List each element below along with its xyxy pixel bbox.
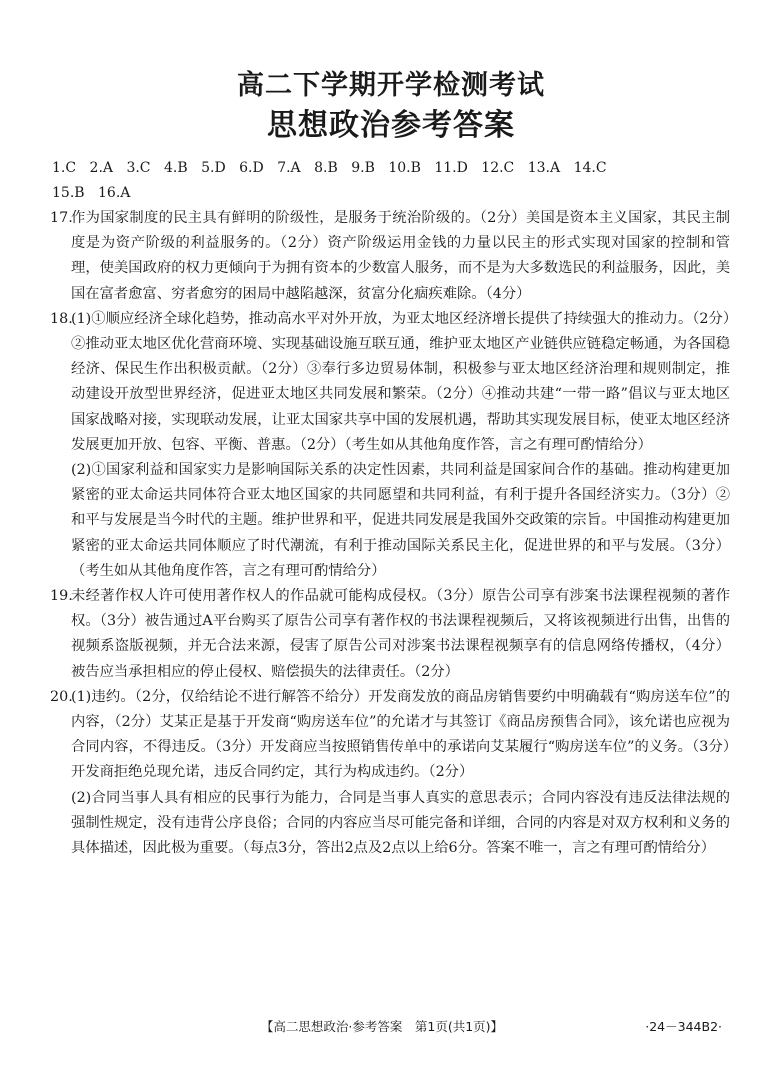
choice-answer: 15.B	[52, 185, 85, 201]
question-18	[52, 307, 730, 584]
question-number: 20.	[50, 688, 73, 705]
choice-answer: 13.A	[527, 160, 561, 176]
question-number: 18.	[50, 310, 73, 327]
footer-exam-code: ·24－344B2·	[645, 1019, 722, 1034]
exam-title: 高二下学期开学检测考试	[237, 70, 545, 101]
choice-answer: 6.D	[239, 160, 264, 176]
choice-answer: 14.C	[573, 160, 607, 176]
answer-paragraph: (1)违约。（2分，仅给结论不进行解答不给分）开发商发放的商品房销售要约中明确载有“购房送车位”的内容，（2分）艾某正是基于开发商“购房送车位”的允诺才与其签订《商品房预售合同》，该允诺也应视为合同内容，不得违反。（3分）开发商应当按照销售传单中的承诺向艾某履行“购房送车位”的义务。（3分）开发商拒绝兑现允诺，违反合同约定，其行为构成违约。（2分）	[71, 688, 730, 781]
choice-answer: 9.B	[351, 160, 375, 176]
choice-answer: 11.D	[434, 160, 468, 176]
choice-answer: 12.C	[481, 160, 515, 176]
answer-paragraph: 作为国家制度的民主具有鲜明的阶级性，是服务于统治阶级的。（2分）美国是资本主义国家，其民主制度是为资产阶级的利益服务的。（2分）资产阶级运用金钱的力量以民主的形式实现对国家的控制和管理，使美国政府的权力更倾向于为拥有资本的少数富人服务，而不是为大多数选民的利益服务，因此，美国在富者愈富、穷者愈穷的困局中越陷越深，贫富分化痼疾难除。（4分）	[71, 210, 730, 302]
choice-answer: 8.B	[314, 160, 338, 176]
choice-answer: 10.B	[388, 160, 421, 176]
choice-answers	[52, 156, 730, 206]
footer-page-info: 【高二思想政治·参考答案 第1页(共1页)】	[260, 1019, 504, 1034]
choice-answer: 2.A	[89, 160, 113, 176]
choice-answer: 1.C	[52, 160, 77, 176]
question-number: 17.	[50, 210, 73, 226]
choice-answers-row	[52, 181, 730, 206]
choice-answer: 4.B	[163, 160, 188, 176]
answer-paragraph: (2)①国家利益和国家实力是影响国际关系的决定性因素，共同利益是国家间合作的基础。推动构建更加紧密的亚太命运共同体符合亚太地区国家的共同愿望和共同利益，有利于提升各国经济实力。（3分）②和平与发展是当今时代的主题。维护世界和平，促进共同发展是我国外交政策的宗旨。中国推动构建更加紧密的亚太命运共同体顺应了时代潮流，有利于推动国际关系民主化，促进世界的和平与发展。（3分）（考生如从其他角度作答，言之有理可酌情给分）	[71, 462, 730, 579]
question-number: 19.	[50, 588, 73, 605]
answer-paragraph: 未经著作权人许可使用著作权人的作品就可能构成侵权。（3分）原告公司享有涉案书法课程视频的著作权。（3分）被告通过A平台购买了原告公司享有著作权的书法课程视频后，又将该视频进行出售，出售的视频系盗版视频，并无合法来源，侵害了原告公司对涉案书法课程视频享有的信息网络传播权，（4分）被告应当承担相应的停止侵权、赔偿损失的法律责任。（2分）	[71, 588, 730, 680]
question-20	[52, 685, 730, 861]
choice-answer: 7.A	[277, 160, 301, 176]
question-17	[52, 206, 730, 307]
answer-paragraph: (2)合同当事人具有相应的民事行为能力，合同是当事人真实的意思表示；合同内容没有违反法律法规的强制性规定，没有违背公序良俗；合同的内容应当尽可能完备和详细，合同的内容是对双方权利和义务的具体描述，因此极为重要。（每点3分，答出2点及2点以上给6分。答案不唯一，言之有理可酌情给分）	[71, 789, 730, 857]
choice-answers-row	[52, 156, 730, 181]
choice-answer: 3.C	[126, 160, 151, 176]
choice-answer: 5.D	[201, 160, 226, 176]
answer-paragraph: (1)①顺应经济全球化趋势，推动高水平对外开放，为亚太地区经济增长提供了持续强大的推动力。（2分）②推动亚太地区优化营商环境、实现基础设施互联互通，维护亚太地区产业链供应链稳定畅通，为各国稳经济、保民生作出积极贡献。（2分）③奉行多边贸易体制，积极参与亚太地区经济治理和规则制定，推动建设开放型世界经济，促进亚太地区共同发展和繁荣。（2分）④推动共建“一带一路”倡议与亚太地区国家战略对接，实现联动发展，让亚太国家共享中国的发展机遇，帮助其实现发展目标，使亚太地区经济发展更加开放、包容、平衡、普惠。（2分）（考生如从其他角度作答，言之有理可酌情给分）	[71, 310, 730, 453]
question-19	[52, 584, 730, 685]
choice-answer: 16.A	[98, 185, 131, 201]
answer-title: 思想政治参考答案	[267, 108, 515, 143]
